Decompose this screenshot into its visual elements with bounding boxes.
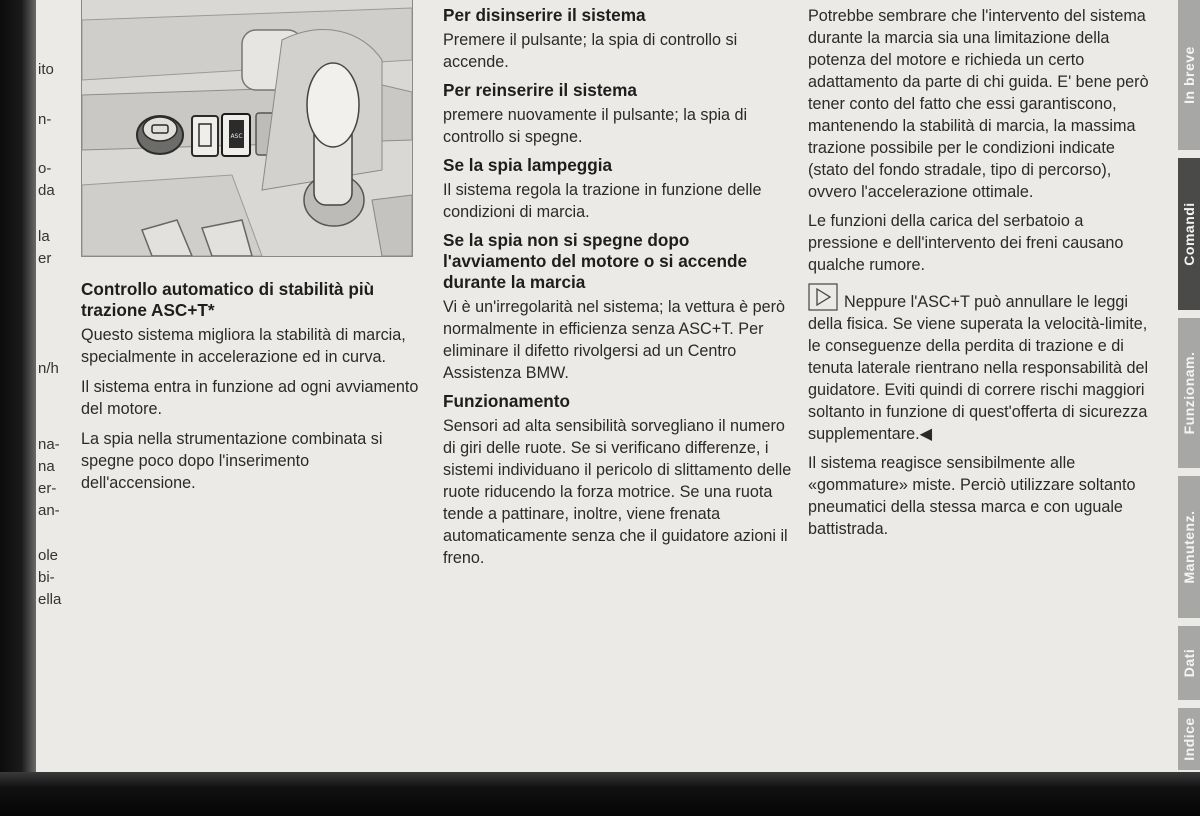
left-fragment: er	[38, 250, 52, 267]
column-3	[808, 5, 1158, 547]
note-triangle-icon	[808, 283, 838, 311]
tab-comandi[interactable]: Comandi	[1178, 158, 1200, 310]
gear-console-drawing	[82, 0, 412, 256]
section-heading: Per disinserire il sistema	[443, 5, 646, 25]
left-fragment: ole	[38, 547, 59, 564]
left-fragment: n/h	[38, 360, 59, 377]
section-heading: Se la spia non si spegne dopo l'avviamento del motore o si accende durante la marcia	[443, 230, 748, 292]
page-binding	[0, 0, 36, 816]
paragraph: Il sistema reagisce sensibilmente alle «gommature» miste. Perciò utilizzare soltanto pneumatici della stessa marca e con uguale battistrada.	[808, 454, 1136, 538]
left-fragment: ella	[38, 591, 62, 608]
paragraph: Premere il pulsante; la spia di controllo si accende.	[443, 31, 738, 71]
paragraph: Vi è un'irregolarità nel sistema; la vettura è però normalmente in efficienza senza ASC+T. Per eliminare il difetto rivolgersi ad un Centro Assistenza BMW.	[443, 298, 786, 382]
section-heading: Per reinserire il sistema	[443, 80, 637, 100]
paragraph: Potrebbe sembrare che l'intervento del sistema durante la marcia sia una limitazione della potenza del motore e richieda un certo adattamento da parte di chi guida. E' bene però tener conto del fatto che essi garantiscono, mantenendo la stabilità di marcia, la massima trazione possibile per le condizioni indicate (stato del fondo stradale, tipo di percorso), ovvero l'accelerazione ottimale.	[808, 7, 1149, 201]
paragraph: premere nuovamente il pulsante; la spia di controllo si spegne.	[443, 106, 748, 146]
left-fragment: ito	[38, 61, 54, 78]
left-fragment: n-	[38, 111, 52, 128]
section-heading: Se la spia lampeggia	[443, 155, 613, 175]
left-fragment: na-	[38, 436, 60, 453]
tab-manutenzione[interactable]: Manutenz.	[1178, 476, 1200, 618]
left-fragment: na	[38, 458, 55, 475]
left-fragment: an-	[38, 502, 60, 519]
left-fragment: da	[38, 182, 55, 199]
section-heading: Funzionamento	[443, 391, 570, 411]
paragraph: Sensori ad alta sensibilità sorvegliano il numero di giri delle ruote. Se si verificano differenze, i sistemi individuano il pericolo di slittamento delle ruote riducendo la forza motrice. Se una ruota tende a pattinare, inoltre, viene frenata automaticamente senza che il guidatore azioni il freno.	[443, 417, 792, 567]
paragraph: Il sistema entra in funzione ad ogni avviamento del motore.	[81, 378, 419, 418]
safety-note	[808, 283, 1158, 445]
page-bottom-shadow	[0, 772, 1200, 816]
paragraph: Questo sistema migliora la stabilità di marcia, specialmente in accelerazione ed in curva.	[81, 326, 406, 366]
tab-funzionamento[interactable]: Funzionam.	[1178, 318, 1200, 468]
column-1	[81, 279, 421, 502]
section-heading-asc: Controllo automatico di stabilità più trazione ASC+T*	[81, 279, 375, 320]
left-page-edge	[38, 0, 78, 760]
tab-indice[interactable]: Indice	[1178, 708, 1200, 770]
asc-button-label: ASC	[230, 133, 243, 140]
chapter-tabs	[1178, 0, 1200, 770]
left-fragment: bi-	[38, 569, 55, 586]
left-fragment: o-	[38, 160, 52, 177]
note-text: Neppure l'ASC+T può annullare le leggi della fisica. Se viene superata la velocità-limite, le conseguenze della perdita di trazione e di tenuta laterale rientrano nella responsabilità del guidatore. Eviti quindi di correre rischi maggiori soltanto in funzione di quest'offerta di sicurezza supplementare.	[808, 293, 1149, 443]
end-marker: ◀	[919, 425, 933, 443]
paragraph: La spia nella strumentazione combinata si spegne poco dopo l'inserimento dell'accensione.	[81, 430, 383, 492]
console-illustration	[81, 0, 413, 257]
paragraph: Le funzioni della carica del serbatoio a pressione e dell'intervento dei freni causano qualche rumore.	[808, 212, 1124, 274]
left-fragment: er-	[38, 480, 57, 497]
tab-in-breve[interactable]: In breve	[1178, 0, 1200, 150]
left-fragment: la	[38, 228, 50, 245]
tab-dati[interactable]: Dati	[1178, 626, 1200, 700]
column-2	[443, 5, 795, 576]
paragraph: Il sistema regola la trazione in funzione delle condizioni di marcia.	[443, 181, 762, 221]
